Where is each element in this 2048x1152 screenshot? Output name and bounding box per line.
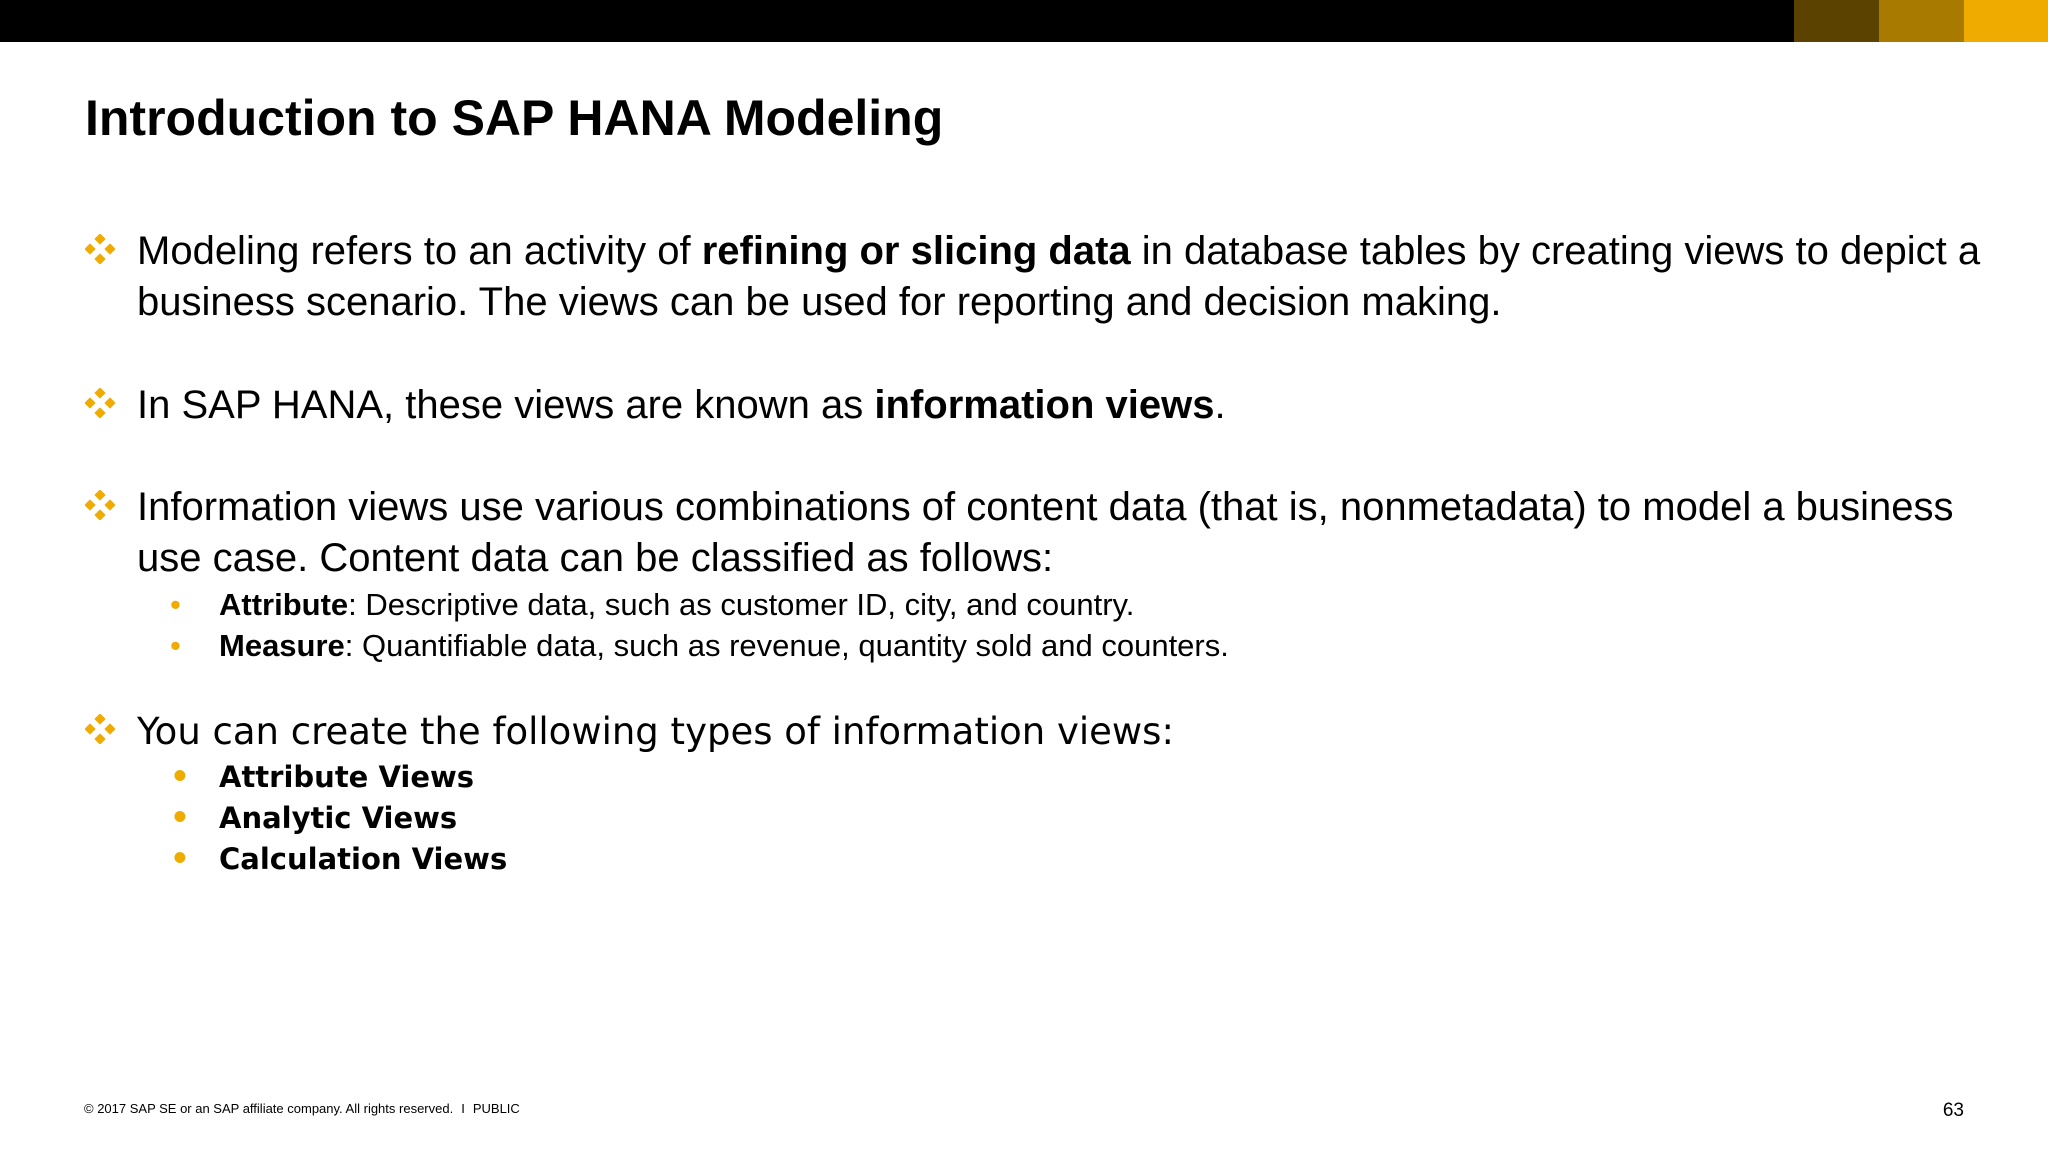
bullet-item-4	[85, 706, 1985, 880]
sub-bullet-list	[85, 757, 1985, 880]
diamond-bullet-icon	[85, 234, 115, 264]
dot-bullet-icon: •	[170, 628, 181, 663]
sub-bullet-item: • Attribute: Descriptive data, such as customer ID, city, and country.	[85, 584, 1985, 625]
accent-block-dark	[1794, 0, 1879, 42]
top-header-bar	[0, 0, 2048, 42]
classification-label: PUBLIC	[472, 1101, 520, 1116]
dot-bullet-icon: •	[170, 587, 181, 622]
dot-bullet-icon: •	[170, 841, 190, 877]
page-number: 63	[1942, 1100, 1964, 1121]
sub-bullet-item: • Measure: Quantifiable data, such as revenue, quantity sold and counters.	[85, 625, 1985, 666]
dot-bullet-icon: •	[170, 759, 190, 795]
bullet-text: In SAP HANA, these views are known as information views.	[137, 383, 1226, 427]
sub-bullet-item: • Calculation Views	[85, 839, 1985, 880]
diamond-bullet-icon	[85, 490, 115, 520]
bullet-item-1	[85, 226, 1985, 328]
slide-title: Introduction to SAP HANA Modeling	[85, 90, 944, 146]
accent-block-gold	[1964, 0, 2048, 42]
bullet-text: Information views use various combinations of content data (that is, nonmetadata) to model a business use case. Content data can be classified as follows:	[137, 485, 1954, 580]
sub-bullet-item: • Analytic Views	[85, 798, 1985, 839]
footer-copyright	[84, 1101, 520, 1117]
dot-bullet-icon: •	[170, 800, 190, 836]
sub-bullet-item: • Attribute Views	[85, 757, 1985, 798]
accent-block-mid	[1879, 0, 1964, 42]
bullet-item-2	[85, 380, 1985, 431]
diamond-bullet-icon	[85, 714, 115, 744]
bullet-text: Modeling refers to an activity of refining or slicing data in database tables by creating views to depict a business scenario. The views can be used for reporting and decision making.	[137, 229, 1981, 324]
footer-separator: I	[461, 1101, 465, 1116]
bullet-item-3	[85, 482, 1985, 666]
diamond-bullet-icon	[85, 388, 115, 418]
sub-bullet-list	[85, 584, 1985, 666]
bullet-text: You can create the following types of information views:	[137, 710, 1174, 753]
copyright-text: © 2017 SAP SE or an SAP affiliate company. All rights reserved.	[84, 1101, 454, 1116]
